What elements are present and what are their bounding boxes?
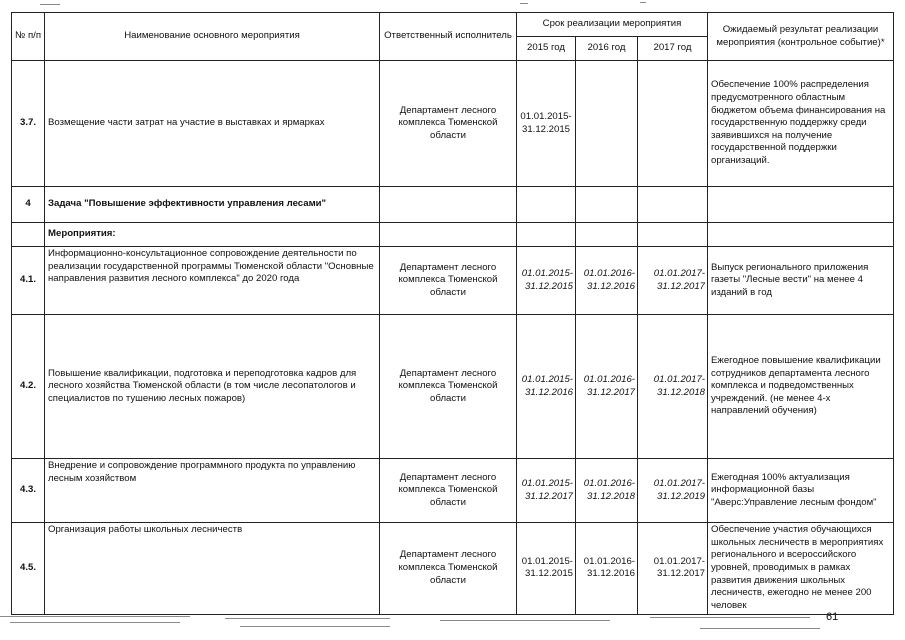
table-row: [12, 523, 894, 615]
page-number: 61: [826, 611, 839, 623]
row-result: Обеспечение участия обучающихся школьных лесничеств в мероприятиях регионального и всероссийского уровней, проводимых в рамках развития движения школьных лесничеств, ежегодно не менее 200 человек: [708, 523, 894, 615]
table-row: [12, 247, 894, 315]
activities-table: [11, 12, 894, 615]
header-result: Ожидаемый результат реализации мероприятия (контрольное событие)*: [708, 13, 894, 61]
row-num: 4.3.: [12, 459, 45, 523]
row-num: 3.7.: [12, 61, 45, 187]
row-date-2016: 01.01.2016-31.12.2016: [576, 247, 638, 315]
table-row-task: [12, 187, 894, 223]
row-name: Повышение квалификации, подготовка и переподготовка кадров для лесного хозяйства Тюменской области (в том числе лесопатологов и специалистов по тушению лесных пожаров): [45, 315, 380, 459]
header-num: № п/п: [12, 13, 45, 61]
empty-cell: [708, 223, 894, 247]
row-responsible: Департамент лесного комплекса Тюменской области: [380, 523, 517, 615]
row-date-2016: 01.01.2016-31.12.2017: [576, 315, 638, 459]
scan-artifact-top: [640, 2, 646, 3]
row-responsible: Департамент лесного комплекса Тюменской области: [380, 247, 517, 315]
row-result: Ежегодное повышение квалификации сотрудников департамента лесного комплекса и подведомственных учреждений. (не менее 4-х направлений обучения): [708, 315, 894, 459]
empty-cell: [708, 187, 894, 223]
row-result: Обеспечение 100% распределения предусмотренного областным бюджетом объема финансирования на государственную поддержку среди заявившихся на получение государственной поддержки организаций.: [708, 61, 894, 187]
empty-cell: [638, 223, 708, 247]
row-date-2016: [576, 61, 638, 187]
header-year-2017: 2017 год: [638, 37, 708, 61]
empty-cell: [638, 187, 708, 223]
row-num: 4: [12, 187, 45, 223]
scan-artifact-bottom: [440, 620, 610, 621]
row-name: Информационно-консультационное сопровождение деятельности по реализации государственной программы Тюменской области "Основные направления развития лесного комплекса" до 2020 года: [45, 247, 380, 315]
row-date-2017: 01.01.2017-31.12.2019: [638, 459, 708, 523]
row-date-2016: 01.01.2016-31.12.2016: [576, 523, 638, 615]
row-name: Возмещение части затрат на участие в выставках и ярмарках: [45, 61, 380, 187]
row-date-2017: 01.01.2017-31.12.2018: [638, 315, 708, 459]
row-responsible: Департамент лесного комплекса Тюменской области: [380, 315, 517, 459]
table-header-row: [12, 13, 894, 37]
header-year-2016: 2016 год: [576, 37, 638, 61]
row-date-2015: 01.01.2015-31.12.2016: [517, 315, 576, 459]
header-name: Наименование основного мероприятия: [45, 13, 380, 61]
empty-cell: [380, 223, 517, 247]
row-num: 4.1.: [12, 247, 45, 315]
row-result: Ежегодная 100% актуализация информационной базы "Аверс:Управление лесным фондом": [708, 459, 894, 523]
empty-cell: [576, 187, 638, 223]
row-responsible: Департамент лесного комплекса Тюменской области: [380, 61, 517, 187]
scan-artifact-bottom: [700, 628, 820, 629]
row-date-2015: 01.01.2015-31.12.2017: [517, 459, 576, 523]
row-num: [12, 223, 45, 247]
scan-artifact-top: [40, 4, 60, 5]
row-name: Организация работы школьных лесничеств: [45, 523, 380, 615]
row-responsible: Департамент лесного комплекса Тюменской области: [380, 459, 517, 523]
scan-artifact-bottom: [0, 616, 190, 617]
empty-cell: [380, 187, 517, 223]
header-responsible: Ответственный исполнитель: [380, 13, 517, 61]
row-date-2017: [638, 61, 708, 187]
row-date-2015: 01.01.2015-31.12.2015: [517, 61, 576, 187]
scan-artifact-bottom: [10, 622, 180, 623]
row-result: Выпуск регионального приложения газеты "Лесные вести" на менее 4 изданий в год: [708, 247, 894, 315]
table-row: [12, 459, 894, 523]
empty-cell: [517, 187, 576, 223]
header-year-2015: 2015 год: [517, 37, 576, 61]
empty-cell: [576, 223, 638, 247]
task-title: Задача "Повышение эффективности управления лесами": [45, 187, 380, 223]
row-num: 4.2.: [12, 315, 45, 459]
scan-artifact-bottom: [240, 626, 390, 627]
activities-heading: Мероприятия:: [45, 223, 380, 247]
table-row: [12, 315, 894, 459]
row-date-2017: 01.01.2017-31.12.2017: [638, 523, 708, 615]
row-date-2015: 01.01.2015-31.12.2015: [517, 247, 576, 315]
row-date-2015: 01.01.2015-31.12.2015: [517, 523, 576, 615]
scan-artifact-top: [520, 3, 528, 4]
row-name: Внедрение и сопровождение программного продукта по управлению лесным хозяйством: [45, 459, 380, 523]
row-date-2016: 01.01.2016-31.12.2018: [576, 459, 638, 523]
row-date-2017: 01.01.2017-31.12.2017: [638, 247, 708, 315]
scan-artifact-bottom: [225, 618, 390, 619]
scan-artifact-bottom: [650, 617, 810, 618]
table-row: [12, 61, 894, 187]
table-row-subheading: [12, 223, 894, 247]
empty-cell: [517, 223, 576, 247]
row-num: 4.5.: [12, 523, 45, 615]
header-period: Срок реализации мероприятия: [517, 13, 708, 37]
